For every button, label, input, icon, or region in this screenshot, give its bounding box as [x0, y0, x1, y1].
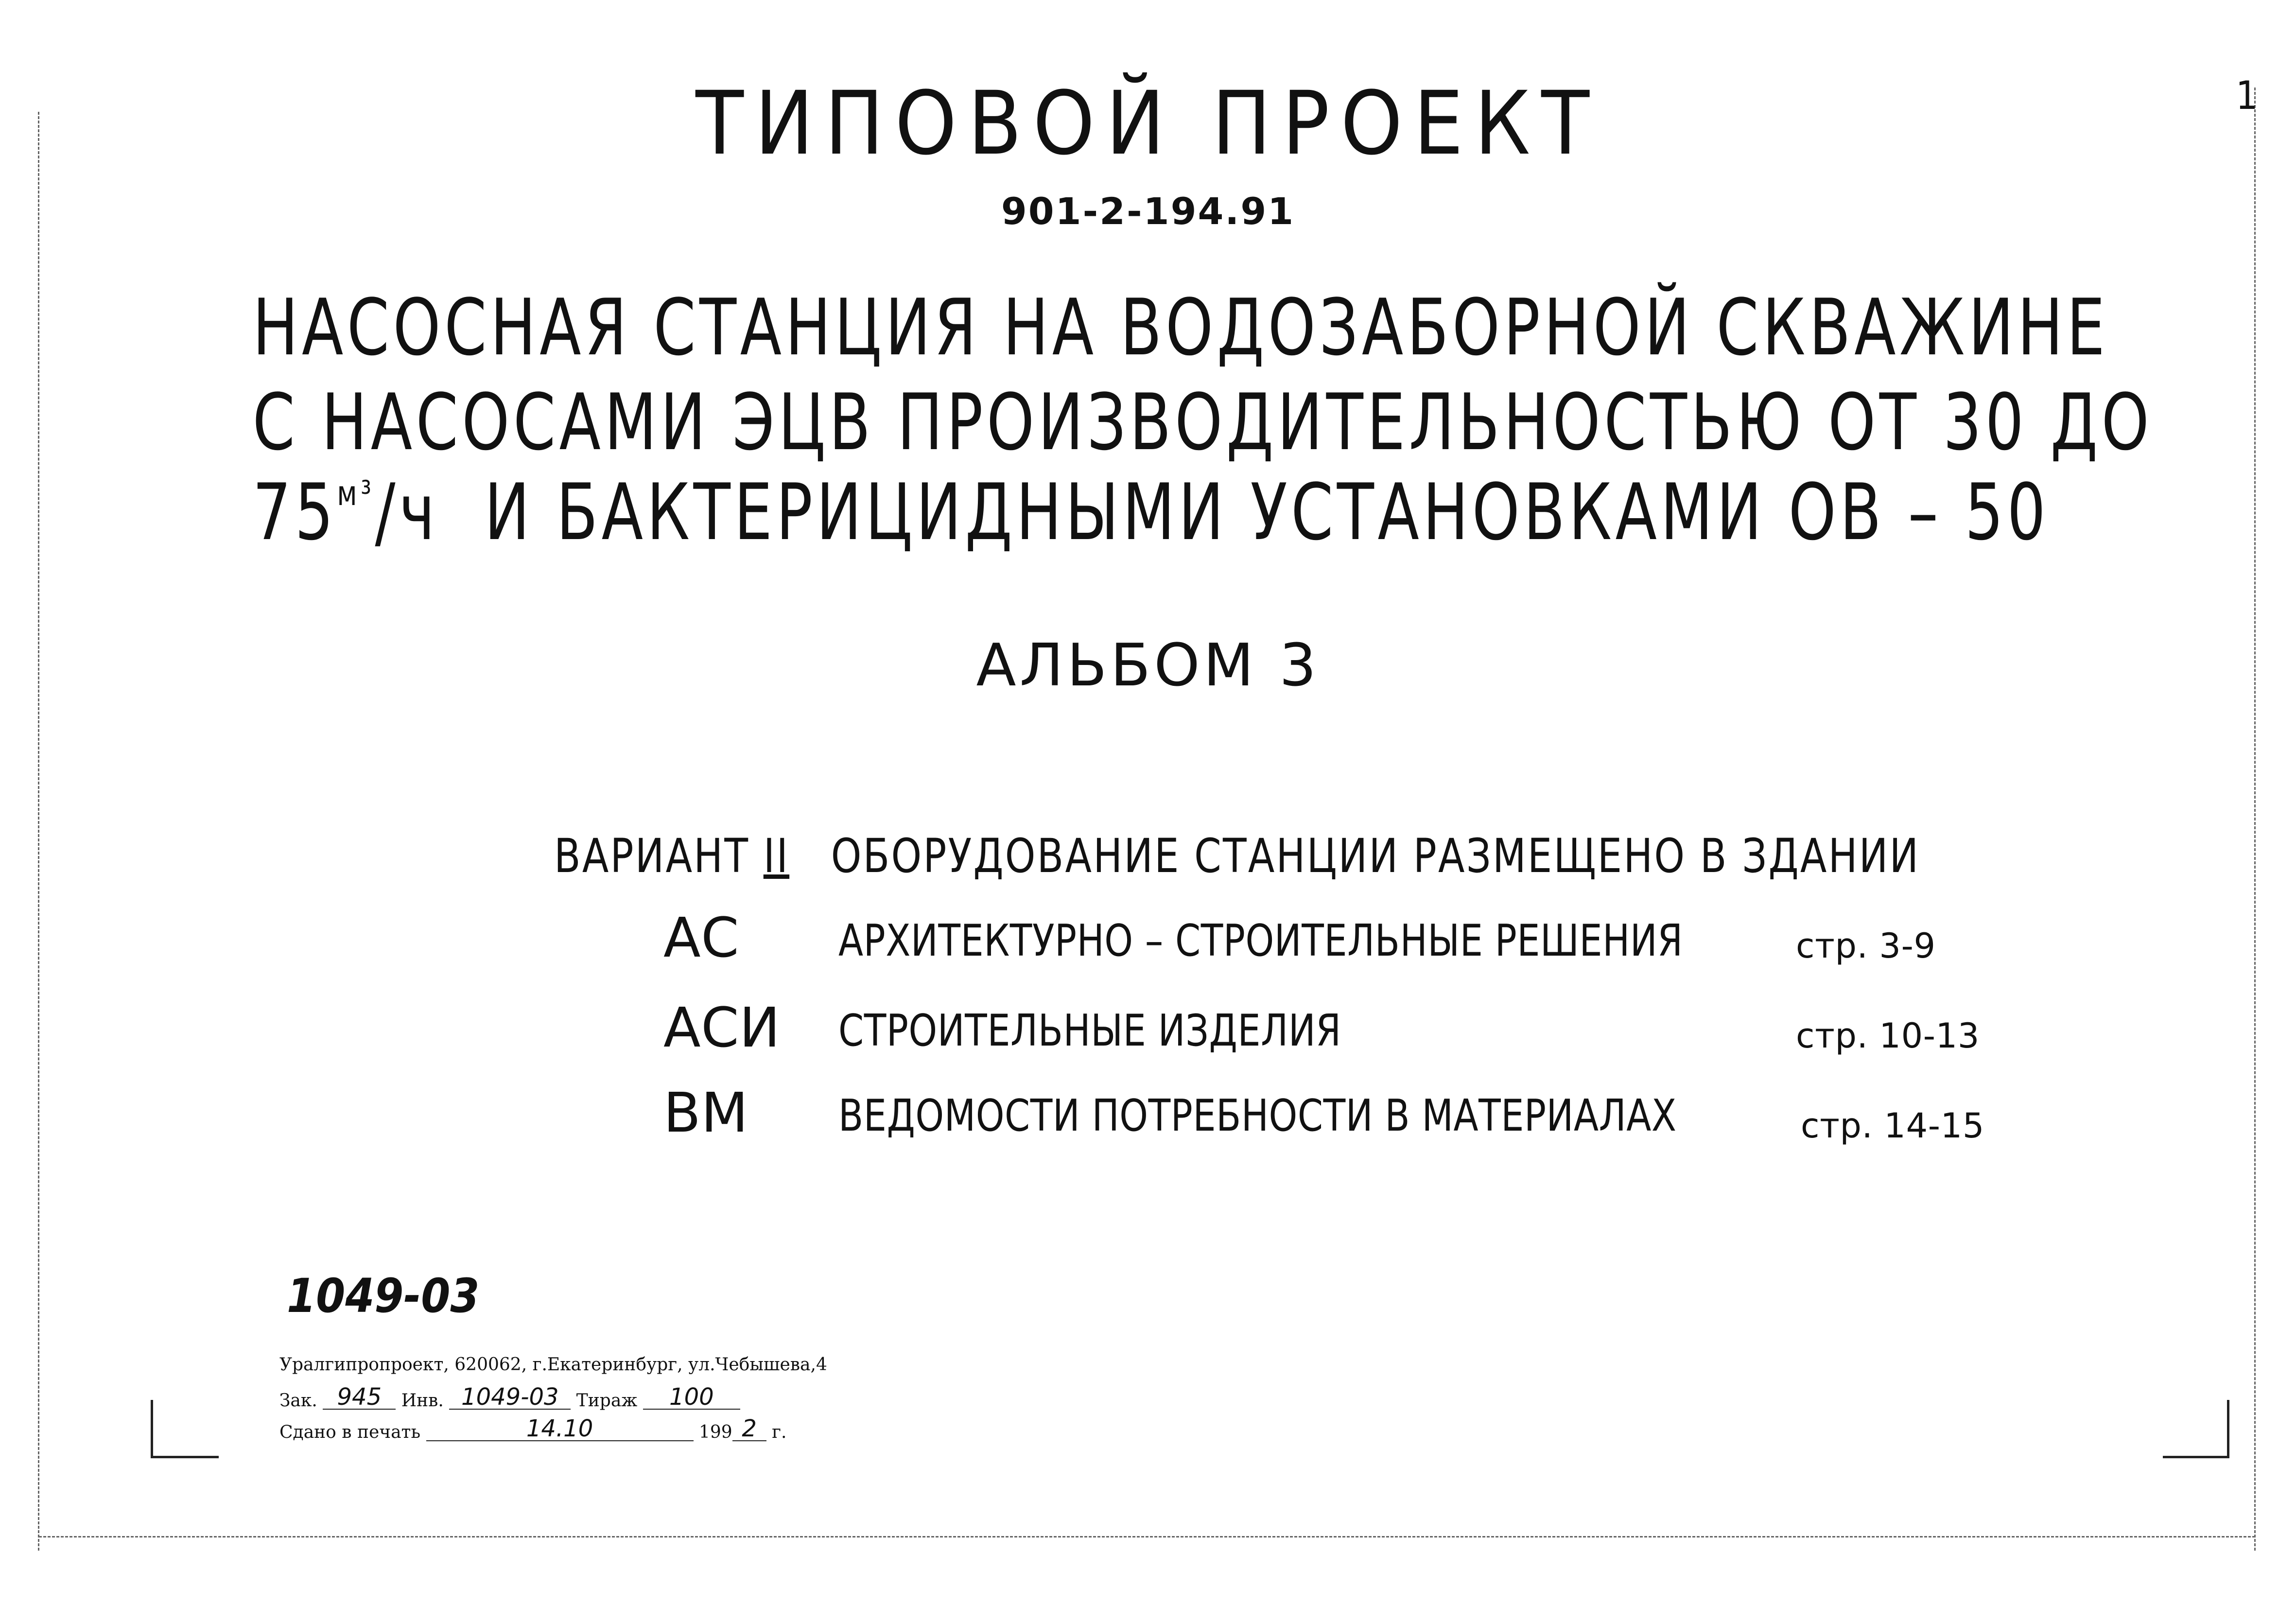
- capacity-unit-rest: /ч: [375, 467, 439, 558]
- inv-label: Инв.: [401, 1391, 444, 1411]
- run-value: 100: [643, 1385, 740, 1410]
- heading-line-3-rest: И БАКТЕРИЦИДНЫМИ УСТАНОВКАМИ ОВ – 50: [484, 467, 2050, 558]
- stamp-publisher: Уралгипропроект, 620062, г.Екатеринбург, ул.Чебышева,4: [279, 1355, 827, 1375]
- heading-line-2: С НАСОСАМИ ЭЦВ ПРОИЗВОДИТЕЛЬНОСТЬЮ ОТ 30 ДО: [252, 377, 2153, 468]
- corner-mark-left: [151, 1400, 153, 1458]
- document-number: 1049-03: [287, 1269, 480, 1323]
- inv-value: 1049-03: [449, 1385, 571, 1410]
- variant-label: ВАРИАНТ: [554, 829, 750, 883]
- section-title: ВЕДОМОСТИ ПОТРЕБНОСТИ В МАТЕРИАЛАХ: [838, 1090, 1677, 1141]
- year-value: 2: [732, 1417, 766, 1441]
- capacity-unit-sup: м³: [337, 473, 375, 513]
- heading-line-1: НАСОСНАЯ СТАНЦИЯ НА ВОДОЗАБОРНОЙ СКВАЖИНЕ: [252, 282, 2109, 373]
- variant-line: [554, 829, 1920, 883]
- project-code: 901-2-194.91: [1001, 190, 1295, 233]
- variant-description: ОБОРУДОВАНИЕ СТАНЦИИ РАЗМЕЩЕНО В ЗДАНИИ: [831, 829, 1920, 883]
- capacity-value: 75: [252, 467, 337, 558]
- corner-mark-right: [2227, 1400, 2229, 1458]
- bottom-frame-line: [39, 1536, 2255, 1537]
- left-frame-line: [38, 112, 39, 1551]
- section-pages: стр. 10-13: [1796, 1016, 1980, 1056]
- page-mark: 1: [2236, 73, 2258, 118]
- heading-line-3: [252, 467, 2050, 558]
- section-code: АСИ: [663, 996, 781, 1060]
- print-value: 14.10: [426, 1417, 694, 1441]
- stamp-print-row: [279, 1417, 786, 1441]
- year-prefix: 199: [698, 1422, 732, 1442]
- section-pages: стр. 3-9: [1796, 926, 1936, 966]
- section-pages: стр. 14-15: [1801, 1106, 1985, 1146]
- document-title: ТИПОВОЙ ПРОЕКТ: [696, 73, 1600, 175]
- stamp-order-row: [279, 1385, 740, 1410]
- section-title: СТРОИТЕЛЬНЫЕ ИЗДЕЛИЯ: [838, 1005, 1341, 1056]
- print-label: Сдано в печать: [279, 1422, 421, 1442]
- album-number: АЛЬБОМ 3: [976, 632, 1320, 699]
- section-code: АС: [663, 907, 740, 970]
- order-label: Зак.: [279, 1391, 317, 1411]
- section-code: ВМ: [663, 1082, 748, 1145]
- corner-mark-left-h: [151, 1456, 219, 1458]
- order-value: 945: [323, 1385, 396, 1410]
- year-suffix: г.: [772, 1422, 787, 1442]
- corner-mark-right-h: [2163, 1456, 2228, 1458]
- section-title: АРХИТЕКТУРНО – СТРОИТЕЛЬНЫЕ РЕШЕНИЯ: [838, 915, 1683, 966]
- variant-number: II: [763, 829, 790, 883]
- right-frame-line: [2254, 87, 2256, 1551]
- run-label: Тираж: [576, 1391, 638, 1411]
